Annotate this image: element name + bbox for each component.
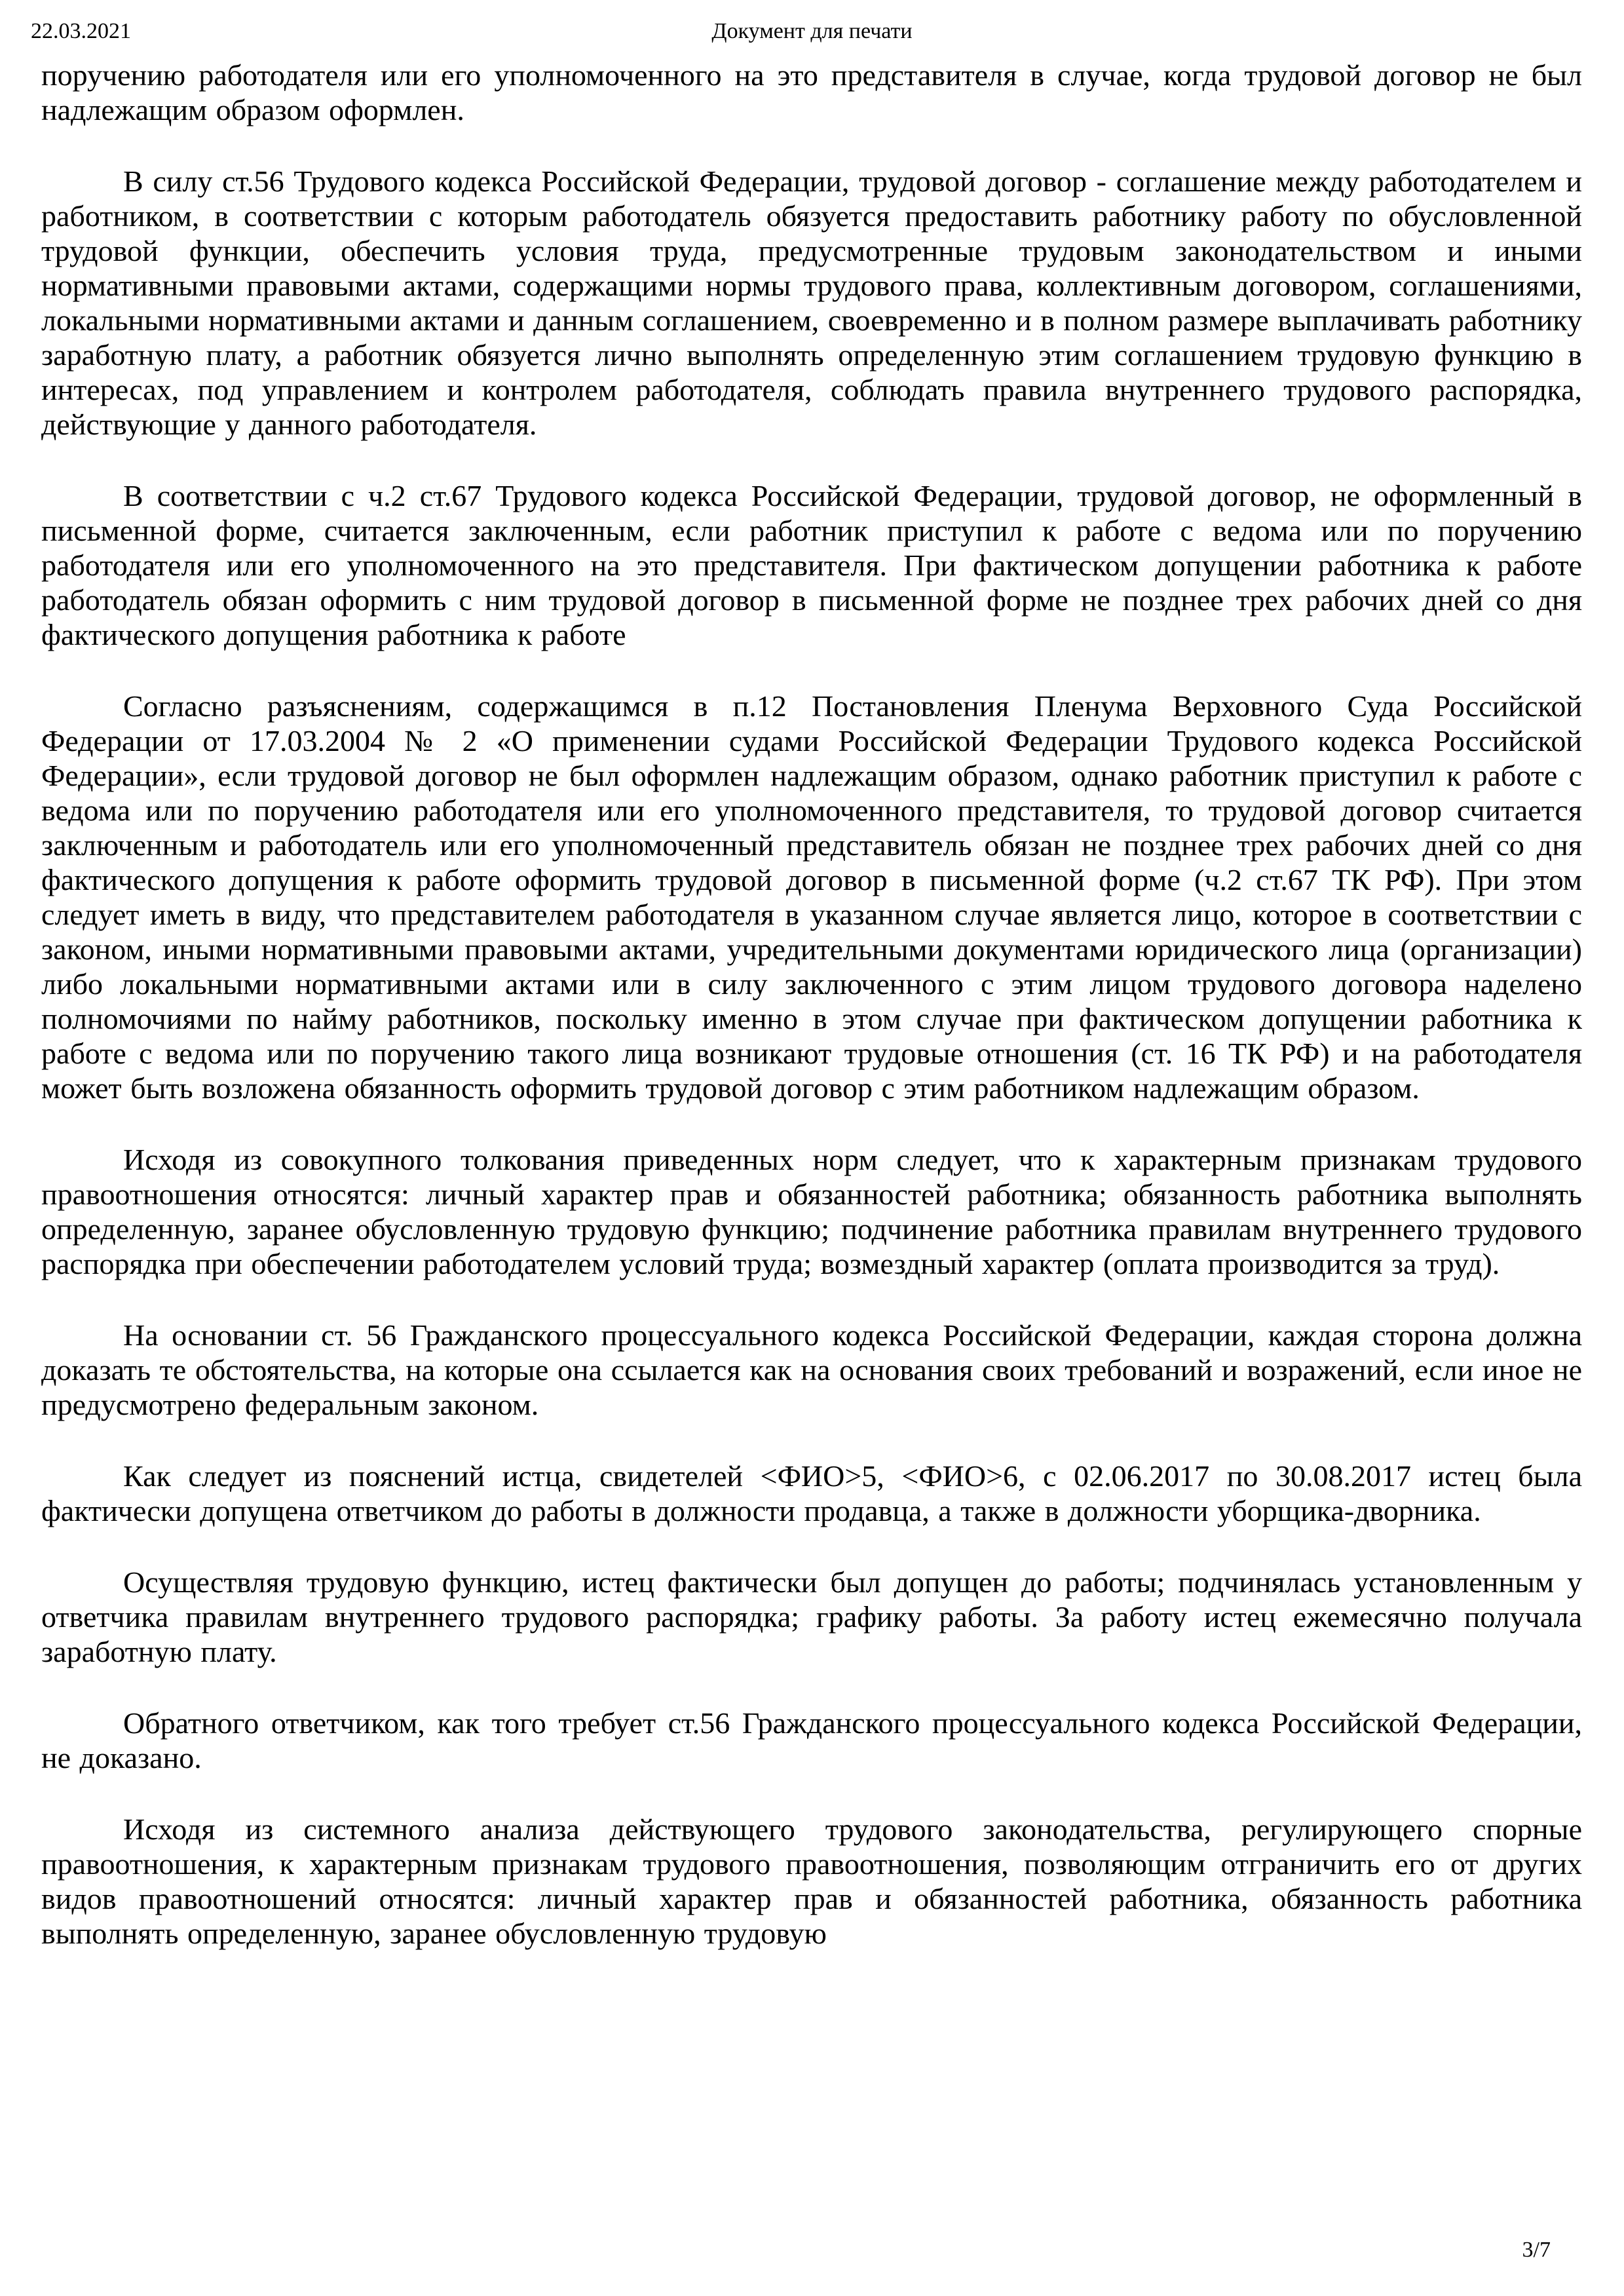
print-title: Документ для печати — [711, 19, 913, 43]
paragraph: В силу ст.56 Трудового кодекса Российской Федерации, трудовой договор - соглашение между работодателем и работником, в соответствии с которым работодатель обязуется предоставить работнику работу по обусловленной трудовой функции, обеспечить условия труда, предусмотренные трудовым законодательством и иными нормативными правовыми актами, содержащими нормы трудового права, коллективным договором, соглашениями, локальными нормативными актами и данным соглашением, своевременно и в полном размере выплачивать работнику заработную плату, а работник обязуется лично выполнять определенную этим соглашением трудовую функцию в интересах, под управлением и контролем работодателя, соблюдать правила внутреннего трудового распорядка, действующие у данного работодателя. — [41, 164, 1582, 441]
paragraph: Согласно разъяснениям, содержащимся в п.12 Постановления Пленума Верховного Суда Российской Федерации от 17.03.2004 № 2 «О применении судами Российской Федерации Трудового кодекса Российской Федерации», если трудовой договор не был оформлен надлежащим образом, однако работник приступил к работе с ведома или по поручению работодателя или его уполномоченного представителя, то трудовой договор считается заключенным и работодатель или его уполномоченный представитель обязан не позднее трех рабочих дней со дня фактического допущения к работе оформить трудовой договор в письменной форме (ч.2 ст.67 ТК РФ). При этом следует иметь в виду, что представителем работодателя в указанном случае является лицо, которое в соответствии с законом, иными нормативными правовыми актами, учредительными документами юридического лица (организации) либо локальными нормативными актами или в силу заключенного с этим лицом трудового договора наделено полномочиями по найму работников, поскольку именно в этом случае при фактическом допущении работника к работе с ведома или по поручению такого лица возникают трудовые отношения (ст. 16 ТК РФ) и на работодателя может быть возложена обязанность оформить трудовой договор с этим работником надлежащим образом. — [41, 689, 1582, 1105]
paragraph: Исходя из системного анализа действующего трудового законодательства, регулирующего спорные правоотношения, к характерным признакам трудового правоотношения, позволяющим отграничить его от других видов правоотношений относятся: личный характер прав и обязанностей работника, обязанность работника выполнять определенную, заранее обусловленную трудовую — [41, 1812, 1582, 1950]
paragraph: поручению работодателя или его уполномоченного на это представителя в случае, когда трудовой договор не был надлежащим образом оформлен. — [41, 58, 1582, 126]
document-body — [41, 58, 1582, 1987]
print-footer — [1522, 2237, 1551, 2263]
print-date: 22.03.2021 — [31, 19, 131, 43]
paragraph: Как следует из пояснений истца, свидетелей <ФИО>5, <ФИО>6, с 02.06.2017 по 30.08.2017 истец была фактически допущена ответчиком до работы в должности продавца, а также в должности уборщика-дворника. — [41, 1459, 1582, 1527]
paragraph: В соответствии с ч.2 ст.67 Трудового кодекса Российской Федерации, трудовой договор, не оформленный в письменной форме, считается заключенным, если работник приступил к работе с ведома или по поручению работодателя или его уполномоченного на это представителя. При фактическом допущении работника к работе работодатель обязан оформить с ним трудовой договор в письменной форме не позднее трех рабочих дней со дня фактического допущения работника к работе — [41, 479, 1582, 651]
paragraph: Обратного ответчиком, как того требует ст.56 Гражданского процессуального кодекса Российской Федерации, не доказано. — [41, 1706, 1582, 1774]
paragraph: Осуществляя трудовую функцию, истец фактически был допущен до работы; подчинялась установленным у ответчика правилам внутреннего трудового распорядка; графику работы. За работу истец ежемесячно получала заработную плату. — [41, 1565, 1582, 1668]
paragraph: Исходя из совокупного толкования приведенных норм следует, что к характерным признакам трудового правоотношения относятся: личный характер прав и обязанностей работника; обязанность работника выполнять определенную, заранее обусловленную трудовую функцию; подчинение работника правилам внутреннего трудового распорядка при обеспечении работодателем условий труда; возмездный характер (оплата производится за труд). — [41, 1143, 1582, 1280]
print-header — [0, 17, 1624, 46]
paragraph: На основании ст. 56 Гражданского процессуального кодекса Российской Федерации, каждая сторона должна доказать те обстоятельства, на которые она ссылается как на основания своих требований и возражений, если иное не предусмотрено федеральным законом. — [41, 1318, 1582, 1421]
page-number: 3/7 — [1522, 2238, 1551, 2262]
